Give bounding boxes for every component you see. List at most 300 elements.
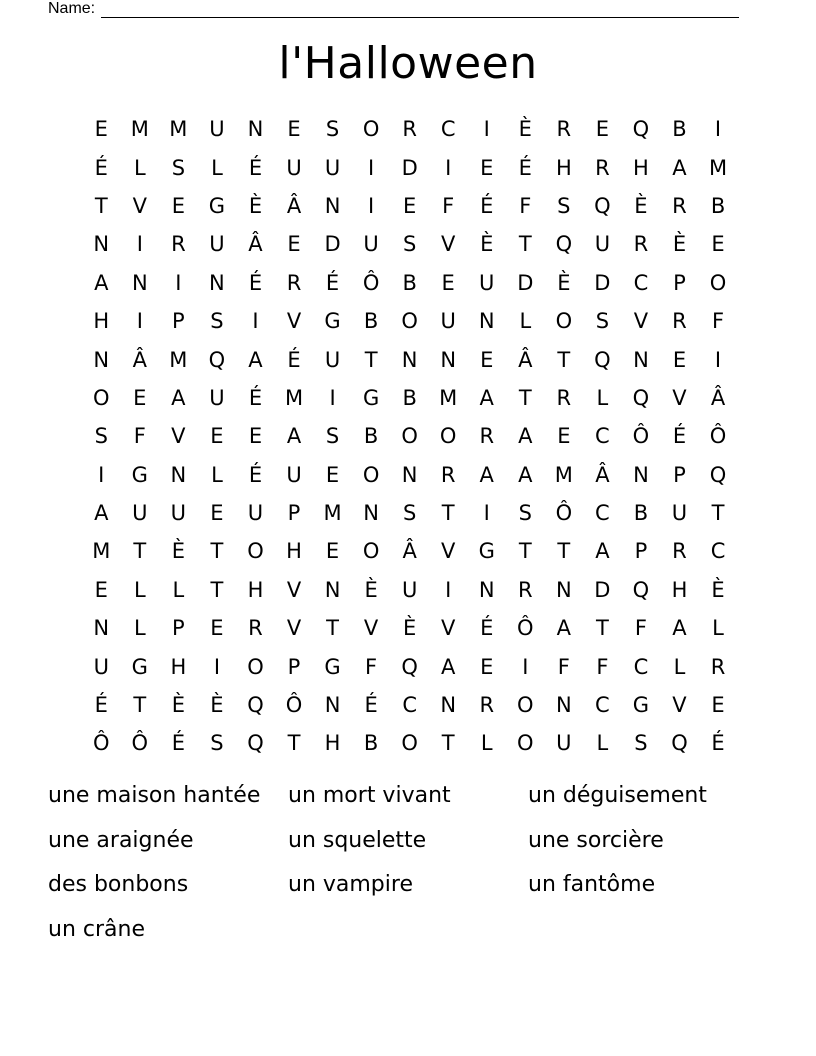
grid-letter[interactable]: H xyxy=(671,577,688,602)
grid-letter[interactable]: É xyxy=(518,155,532,180)
grid-letter[interactable]: V xyxy=(633,309,649,334)
grid-letter[interactable]: E xyxy=(171,193,185,218)
grid-letter[interactable]: N xyxy=(93,232,110,257)
grid-letter[interactable]: T xyxy=(133,539,147,564)
grid-letter[interactable]: O xyxy=(362,539,380,564)
grid-letter[interactable]: Â xyxy=(286,193,302,218)
grid-letter[interactable]: N xyxy=(401,462,418,487)
grid-letter[interactable]: È xyxy=(672,232,687,257)
grid-letter[interactable]: E xyxy=(133,385,147,410)
grid-letter[interactable]: I xyxy=(714,347,722,372)
grid-letter[interactable]: H xyxy=(324,731,341,756)
grid-letter[interactable]: Ô xyxy=(632,424,650,449)
grid-letter[interactable]: O xyxy=(247,654,264,679)
grid-letter[interactable]: E xyxy=(287,117,301,142)
grid-letter[interactable]: U xyxy=(363,232,379,257)
grid-letter[interactable]: A xyxy=(94,501,109,526)
grid-letter[interactable]: Q xyxy=(247,731,264,756)
grid-letter[interactable]: R xyxy=(248,616,263,641)
grid-letter[interactable]: È xyxy=(171,539,185,564)
grid-letter[interactable]: V xyxy=(363,616,379,641)
grid-letter[interactable]: R xyxy=(556,117,572,142)
grid-letter[interactable]: É xyxy=(480,193,494,218)
grid-letter[interactable]: A xyxy=(556,616,572,641)
grid-letter[interactable]: S xyxy=(557,193,571,218)
grid-letter[interactable]: F xyxy=(133,424,146,449)
grid-letter[interactable]: V xyxy=(132,193,147,218)
grid-letter[interactable]: O xyxy=(401,309,418,334)
grid-letter[interactable]: M xyxy=(439,385,458,410)
grid-letter[interactable]: A xyxy=(248,347,263,372)
grid-letter[interactable]: V xyxy=(286,577,302,602)
grid-letter[interactable]: U xyxy=(93,654,109,679)
grid-letter[interactable]: A xyxy=(479,462,494,487)
grid-letter[interactable]: Ô xyxy=(131,731,149,756)
grid-letter[interactable]: È xyxy=(557,270,571,295)
grid-letter[interactable]: G xyxy=(362,385,380,410)
grid-letter[interactable]: B xyxy=(402,385,417,410)
grid-letter[interactable]: Ô xyxy=(93,731,110,756)
grid-letter[interactable]: Ô xyxy=(709,424,727,449)
grid-letter[interactable]: È xyxy=(248,193,263,218)
grid-letter[interactable]: I xyxy=(445,577,452,602)
grid-letter[interactable]: U xyxy=(286,462,302,487)
grid-letter[interactable]: F xyxy=(634,616,647,641)
grid-letter[interactable]: U xyxy=(479,270,495,295)
grid-letter[interactable]: É xyxy=(248,270,263,295)
grid-letter[interactable]: Q xyxy=(632,385,650,410)
grid-letter[interactable]: E xyxy=(248,424,263,449)
grid-letter[interactable]: N xyxy=(401,347,418,372)
grid-letter[interactable]: I xyxy=(368,193,375,218)
grid-letter[interactable]: È xyxy=(403,616,417,641)
grid-letter[interactable]: Â xyxy=(132,347,147,372)
grid-letter[interactable]: O xyxy=(401,731,418,756)
grid-letter[interactable]: Ô xyxy=(362,270,380,295)
grid-letter[interactable]: P xyxy=(172,309,185,334)
grid-letter[interactable]: R xyxy=(633,232,649,257)
grid-letter[interactable]: L xyxy=(519,309,532,334)
grid-letter[interactable]: Q xyxy=(709,462,727,487)
grid-letter[interactable]: H xyxy=(286,539,302,564)
grid-letter[interactable]: V xyxy=(441,616,456,641)
grid-letter[interactable]: E xyxy=(287,232,301,257)
grid-letter[interactable]: F xyxy=(557,654,570,679)
grid-letter[interactable]: O xyxy=(362,462,380,487)
grid-letter[interactable]: G xyxy=(632,693,650,718)
grid-letter[interactable]: V xyxy=(171,424,186,449)
grid-letter[interactable]: C xyxy=(595,424,610,449)
grid-letter[interactable]: R xyxy=(440,462,456,487)
grid-letter[interactable]: D xyxy=(594,270,611,295)
grid-letter[interactable]: L xyxy=(596,385,609,410)
grid-letter[interactable]: M xyxy=(708,155,728,180)
grid-letter[interactable]: E xyxy=(325,539,340,564)
grid-letter[interactable]: S xyxy=(171,155,186,180)
grid-letter[interactable]: É xyxy=(325,270,340,295)
grid-letter[interactable]: È xyxy=(480,232,494,257)
grid-letter[interactable]: E xyxy=(480,347,494,372)
grid-letter[interactable]: S xyxy=(325,117,340,142)
grid-letter[interactable]: U xyxy=(209,117,225,142)
grid-letter[interactable]: N xyxy=(633,462,649,487)
grid-letter[interactable]: T xyxy=(210,577,224,602)
page-title: l'Halloween xyxy=(278,38,538,89)
grid-letter[interactable]: F xyxy=(596,654,609,679)
grid-letter[interactable]: O xyxy=(439,424,457,449)
grid-letter[interactable]: I xyxy=(213,654,221,679)
grid-letter[interactable]: A xyxy=(171,385,186,410)
grid-letter[interactable]: P xyxy=(287,654,301,679)
grid-letter[interactable]: Ô xyxy=(517,616,534,641)
grid-letter[interactable]: L xyxy=(480,731,493,756)
grid-letter[interactable]: U xyxy=(324,347,341,372)
grid-letter[interactable]: R xyxy=(286,270,302,295)
grid-letter[interactable]: L xyxy=(211,155,223,180)
grid-letter[interactable]: D xyxy=(517,270,534,295)
grid-letter[interactable]: È xyxy=(634,193,648,218)
grid-letter[interactable]: T xyxy=(441,501,455,526)
grid-letter[interactable]: L xyxy=(133,577,146,602)
grid-letter[interactable]: S xyxy=(518,501,532,526)
grid-letter[interactable]: R xyxy=(595,155,610,180)
name-blank-line[interactable] xyxy=(101,2,739,18)
grid-letter[interactable]: É xyxy=(711,731,725,756)
grid-letter[interactable]: I xyxy=(136,309,143,334)
grid-letter[interactable]: V xyxy=(441,539,456,564)
grid-letter[interactable]: U xyxy=(440,309,456,334)
grid-letter[interactable]: N xyxy=(478,577,495,602)
grid-letter[interactable]: A xyxy=(518,424,533,449)
grid-letter[interactable]: A xyxy=(518,462,533,487)
grid-letter[interactable]: Â xyxy=(710,385,726,410)
grid-letter[interactable]: È xyxy=(171,693,185,718)
grid-letter[interactable]: Q xyxy=(671,731,688,756)
grid-letter[interactable]: S xyxy=(94,424,108,449)
grid-letter[interactable]: B xyxy=(710,193,726,218)
grid-letter[interactable]: B xyxy=(402,270,417,295)
grid-letter[interactable]: C xyxy=(633,654,649,679)
grid-letter[interactable]: U xyxy=(594,232,611,257)
grid-letter[interactable]: É xyxy=(480,616,494,641)
grid-letter[interactable]: L xyxy=(211,462,223,487)
grid-letter[interactable]: Q xyxy=(632,117,650,142)
grid-letter[interactable]: N xyxy=(440,347,457,372)
grid-letter[interactable]: L xyxy=(673,654,686,679)
grid-letter[interactable]: Q xyxy=(401,654,418,679)
grid-letter[interactable]: Q xyxy=(208,347,226,372)
grid-letter[interactable]: A xyxy=(672,616,687,641)
grid-letter[interactable]: I xyxy=(175,270,182,295)
grid-letter[interactable]: S xyxy=(325,424,340,449)
grid-letter[interactable]: T xyxy=(210,539,224,564)
grid-row xyxy=(82,456,738,494)
grid-letter[interactable]: I xyxy=(98,462,105,487)
grid-letter[interactable]: A xyxy=(286,424,302,449)
grid-letter[interactable]: C xyxy=(633,270,649,295)
grid-letter[interactable]: H xyxy=(555,155,572,180)
grid-letter[interactable]: N xyxy=(170,462,187,487)
grid-letter[interactable]: N xyxy=(633,347,649,372)
grid-letter[interactable]: R xyxy=(672,193,687,218)
grid-letter[interactable]: O xyxy=(93,385,110,410)
grid-letter[interactable]: T xyxy=(518,232,532,257)
grid-letter[interactable]: R xyxy=(479,693,495,718)
grid-letter[interactable]: N xyxy=(209,270,225,295)
grid-letter[interactable]: É xyxy=(364,693,378,718)
grid-letter[interactable]: P xyxy=(634,539,648,564)
grid-letter[interactable]: E xyxy=(711,232,725,257)
grid-letter[interactable]: L xyxy=(712,616,724,641)
grid-letter[interactable]: D xyxy=(324,232,341,257)
grid-letter[interactable]: F xyxy=(365,654,378,679)
grid-letter[interactable]: N xyxy=(93,616,110,641)
grid-letter[interactable]: Q xyxy=(594,193,611,218)
grid-letter[interactable]: É xyxy=(248,155,263,180)
name-label: Name: xyxy=(48,0,96,17)
grid-letter[interactable]: U xyxy=(132,501,148,526)
grid-row xyxy=(82,187,738,225)
grid-letter[interactable]: G xyxy=(208,193,226,218)
grid-letter[interactable]: R xyxy=(517,577,533,602)
grid-letter[interactable]: È xyxy=(518,117,532,142)
grid-letter[interactable]: F xyxy=(519,193,532,218)
grid-letter[interactable]: B xyxy=(363,309,379,334)
word-list-item: une sorcière xyxy=(528,827,664,853)
grid-letter[interactable]: Â xyxy=(595,462,610,487)
grid-letter[interactable]: Q xyxy=(594,347,611,372)
grid-letter[interactable]: O xyxy=(362,117,380,142)
grid-letter[interactable]: C xyxy=(710,539,726,564)
grid-letter[interactable]: Q xyxy=(632,577,650,602)
grid-letter[interactable]: È xyxy=(364,577,378,602)
grid-letter[interactable]: M xyxy=(130,117,149,142)
grid-letter[interactable]: V xyxy=(672,693,687,718)
grid-letter[interactable]: S xyxy=(210,731,224,756)
grid-letter[interactable]: E xyxy=(325,462,340,487)
grid-letter[interactable]: R xyxy=(556,385,572,410)
grid-letter[interactable]: I xyxy=(483,501,490,526)
grid-letter[interactable]: T xyxy=(595,616,609,641)
grid-letter[interactable]: T xyxy=(287,731,301,756)
grid-letter[interactable]: U xyxy=(401,577,418,602)
grid-letter[interactable]: O xyxy=(517,693,534,718)
grid-letter[interactable]: L xyxy=(133,616,146,641)
grid-letter[interactable]: L xyxy=(172,577,185,602)
grid-letter[interactable]: E xyxy=(595,117,610,142)
grid-letter[interactable]: N xyxy=(478,309,495,334)
grid-letter[interactable]: B xyxy=(363,731,379,756)
grid-letter[interactable]: É xyxy=(94,155,108,180)
grid-letter[interactable]: B xyxy=(363,424,379,449)
grid-letter[interactable]: T xyxy=(518,539,532,564)
grid-letter[interactable]: G xyxy=(131,462,148,487)
grid-letter[interactable]: R xyxy=(402,117,417,142)
grid-letter[interactable]: U xyxy=(209,385,225,410)
grid-letter[interactable]: I xyxy=(445,155,452,180)
grid-letter[interactable]: E xyxy=(711,693,725,718)
grid-letter[interactable]: Q xyxy=(247,693,264,718)
grid-letter[interactable]: R xyxy=(479,424,495,449)
grid-letter[interactable]: T xyxy=(557,347,571,372)
grid-letter[interactable]: I xyxy=(329,385,336,410)
grid-letter[interactable]: H xyxy=(633,155,649,180)
grid-letter[interactable]: M xyxy=(92,539,111,564)
grid-letter[interactable]: Q xyxy=(555,232,573,257)
grid-row xyxy=(82,647,738,685)
grid-letter[interactable]: A xyxy=(479,385,494,410)
grid-letter[interactable]: E xyxy=(557,424,571,449)
grid-letter[interactable]: Ô xyxy=(555,501,573,526)
grid-letter[interactable]: O xyxy=(709,270,727,295)
grid-letter[interactable]: I xyxy=(714,117,722,142)
grid-letter[interactable]: T xyxy=(133,693,147,718)
grid-letter[interactable]: Â xyxy=(248,232,263,257)
grid-row xyxy=(82,494,738,532)
grid-letter[interactable]: E xyxy=(480,155,494,180)
grid-letter[interactable]: M xyxy=(169,347,188,372)
grid-letter[interactable]: A xyxy=(595,539,610,564)
grid-letter[interactable]: T xyxy=(711,501,725,526)
grid-letter[interactable]: G xyxy=(478,539,495,564)
grid-letter[interactable]: U xyxy=(671,501,688,526)
grid-letter[interactable]: A xyxy=(672,155,687,180)
grid-letter[interactable]: I xyxy=(368,155,375,180)
grid-letter[interactable]: M xyxy=(284,385,304,410)
grid-letter[interactable]: B xyxy=(633,501,649,526)
grid-letter[interactable]: T xyxy=(557,539,571,564)
grid-letter[interactable]: E xyxy=(210,501,224,526)
grid-letter[interactable]: I xyxy=(252,309,259,334)
grid-letter[interactable]: S xyxy=(595,309,610,334)
grid-letter[interactable]: N xyxy=(324,693,341,718)
letter-grid xyxy=(82,110,738,763)
grid-letter[interactable]: B xyxy=(672,117,687,142)
grid-letter[interactable]: F xyxy=(442,193,455,218)
grid-letter[interactable]: É xyxy=(94,693,108,718)
grid-letter[interactable]: P xyxy=(172,616,185,641)
grid-letter[interactable]: R xyxy=(672,539,687,564)
grid-letter[interactable]: P xyxy=(673,462,686,487)
grid-letter[interactable]: M xyxy=(169,117,188,142)
grid-letter[interactable]: G xyxy=(324,654,341,679)
grid-letter[interactable]: N xyxy=(93,347,110,372)
grid-letter[interactable]: Ô xyxy=(285,693,303,718)
grid-letter[interactable]: L xyxy=(133,155,146,180)
grid-letter[interactable]: É xyxy=(171,731,185,756)
name-field[interactable] xyxy=(48,0,739,18)
grid-letter[interactable]: N xyxy=(324,193,341,218)
grid-letter[interactable]: V xyxy=(286,309,302,334)
grid-letter[interactable]: C xyxy=(402,693,417,718)
grid-letter[interactable]: U xyxy=(556,731,572,756)
grid-letter[interactable]: I xyxy=(522,654,529,679)
grid-letter[interactable]: E xyxy=(94,117,108,142)
grid-letter[interactable]: N xyxy=(440,693,457,718)
grid-letter[interactable]: N xyxy=(555,577,572,602)
word-list-item: des bonbons xyxy=(48,872,189,898)
grid-letter[interactable]: É xyxy=(672,424,687,449)
grid-letter[interactable]: F xyxy=(711,309,725,334)
grid-letter[interactable]: S xyxy=(634,731,648,756)
grid-letter[interactable]: V xyxy=(441,232,456,257)
grid-letter[interactable]: T xyxy=(364,347,378,372)
grid-letter[interactable]: E xyxy=(480,654,494,679)
grid-letter[interactable]: E xyxy=(672,347,687,372)
grid-letter[interactable]: E xyxy=(210,424,224,449)
grid-letter[interactable]: E xyxy=(403,193,417,218)
grid-letter[interactable]: V xyxy=(672,385,687,410)
grid-letter[interactable]: Â xyxy=(518,347,533,372)
grid-letter[interactable]: É xyxy=(248,385,263,410)
grid-letter[interactable]: R xyxy=(710,654,726,679)
grid-letter[interactable]: U xyxy=(247,501,264,526)
grid-letter[interactable]: H xyxy=(170,654,187,679)
grid-letter[interactable]: T xyxy=(94,193,108,218)
grid-letter[interactable]: D xyxy=(401,155,418,180)
grid-letter[interactable]: C xyxy=(595,693,610,718)
grid-letter[interactable]: N xyxy=(555,693,572,718)
grid-letter[interactable]: P xyxy=(287,501,301,526)
grid-letter[interactable]: H xyxy=(247,577,264,602)
grid-letter[interactable]: O xyxy=(517,731,534,756)
grid-letter[interactable]: È xyxy=(210,693,224,718)
grid-letter[interactable]: E xyxy=(94,577,108,602)
grid-letter[interactable]: T xyxy=(326,616,339,641)
grid-letter[interactable]: G xyxy=(324,309,341,334)
grid-letter[interactable]: M xyxy=(323,501,342,526)
grid-letter[interactable]: P xyxy=(673,270,686,295)
grid-letter[interactable]: Â xyxy=(402,539,417,564)
grid-letter[interactable]: E xyxy=(210,616,224,641)
grid-letter[interactable]: T xyxy=(441,731,455,756)
grid-letter[interactable]: I xyxy=(136,232,143,257)
grid-letter[interactable]: N xyxy=(131,270,148,295)
grid-letter[interactable]: H xyxy=(93,309,110,334)
grid-letter[interactable]: É xyxy=(287,347,301,372)
grid-letter[interactable]: U xyxy=(170,501,187,526)
grid-letter[interactable]: O xyxy=(401,424,418,449)
grid-letter[interactable]: É xyxy=(248,462,263,487)
grid-letter[interactable]: S xyxy=(402,501,417,526)
grid-letter[interactable]: C xyxy=(440,117,456,142)
grid-letter[interactable]: N xyxy=(247,117,264,142)
grid-letter[interactable]: U xyxy=(324,155,341,180)
grid-letter[interactable]: M xyxy=(554,462,573,487)
grid-letter[interactable]: A xyxy=(94,270,109,295)
grid-letter[interactable]: L xyxy=(596,731,609,756)
grid-letter[interactable]: R xyxy=(672,309,687,334)
grid-letter[interactable]: G xyxy=(131,654,148,679)
grid-letter[interactable]: U xyxy=(286,155,302,180)
grid-letter[interactable]: O xyxy=(555,309,573,334)
grid-letter[interactable]: R xyxy=(171,232,186,257)
grid-letter[interactable]: D xyxy=(594,577,611,602)
grid-letter[interactable]: V xyxy=(286,616,302,641)
grid-letter[interactable]: A xyxy=(441,654,456,679)
grid-letter[interactable]: E xyxy=(441,270,455,295)
grid-letter[interactable]: U xyxy=(209,232,225,257)
grid-letter[interactable]: N xyxy=(363,501,379,526)
grid-letter[interactable]: C xyxy=(595,501,610,526)
grid-letter[interactable]: T xyxy=(518,385,532,410)
grid-letter[interactable]: N xyxy=(324,577,341,602)
grid-letter[interactable]: S xyxy=(402,232,417,257)
grid-letter[interactable]: S xyxy=(210,309,224,334)
grid-letter[interactable]: O xyxy=(247,539,264,564)
grid-letter[interactable]: I xyxy=(483,117,490,142)
grid-letter[interactable]: È xyxy=(711,577,725,602)
